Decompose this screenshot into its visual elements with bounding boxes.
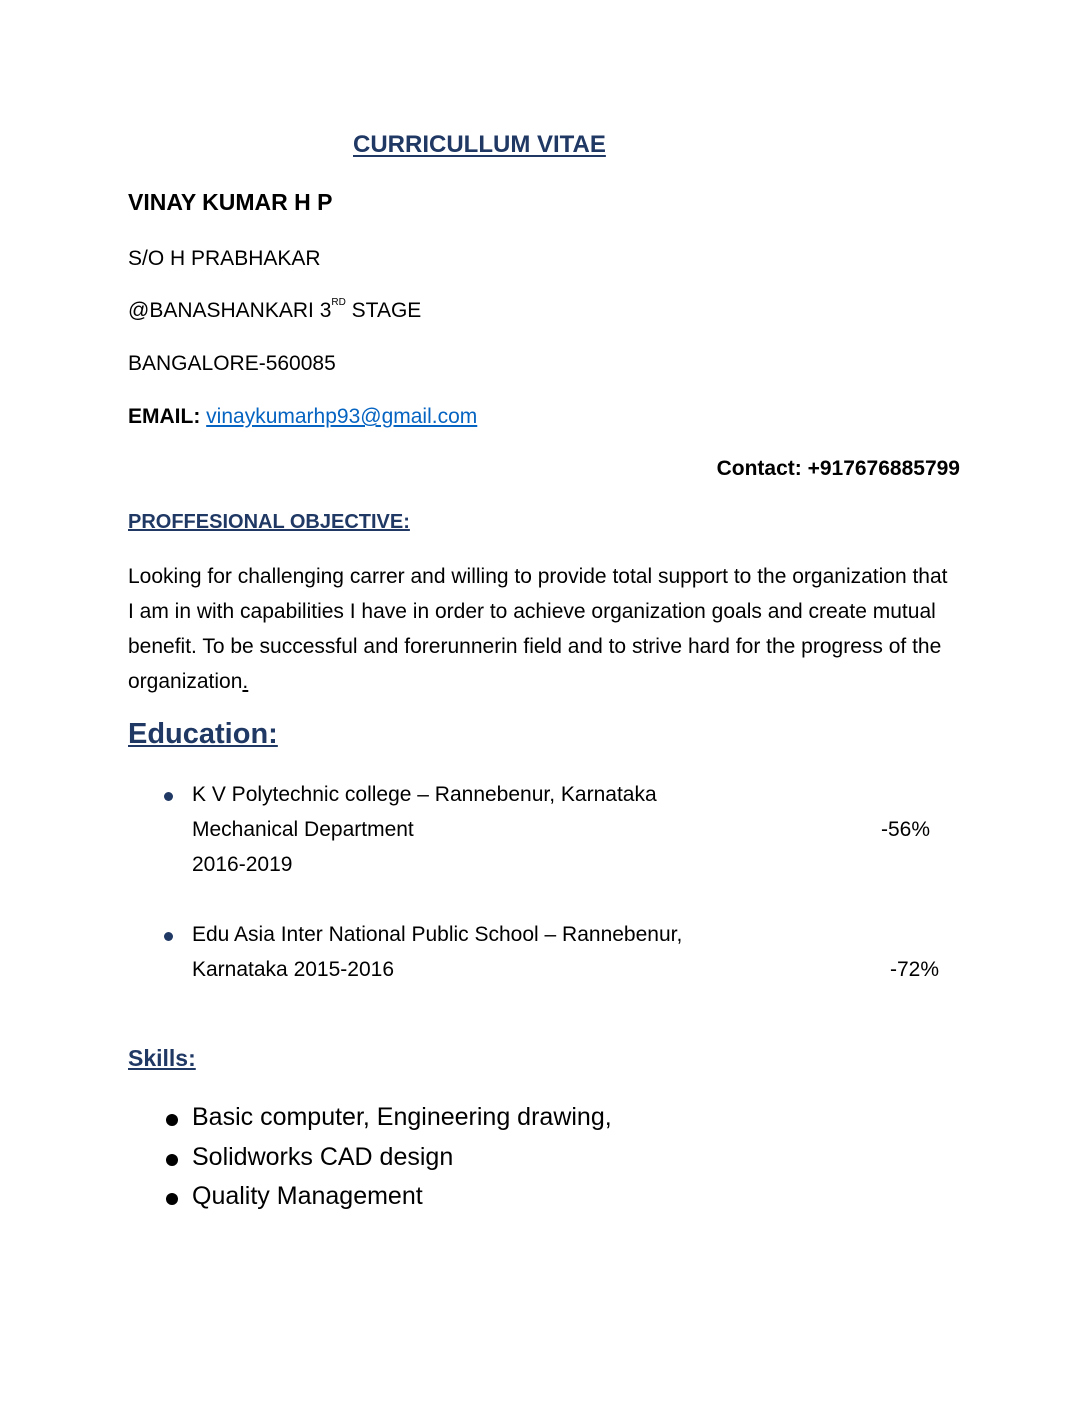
skill-item-1: Basic computer, Engineering drawing, — [192, 1103, 612, 1131]
education-item-2-line-2: Karnataka 2015-2016 — [192, 958, 394, 981]
objective-heading: PROFFESIONAL OBJECTIVE: — [128, 511, 410, 533]
address-line-2 — [128, 299, 421, 323]
skills-heading: Skills: — [128, 1045, 196, 1071]
email-row — [128, 405, 477, 429]
address-line-2-superscript: RD — [331, 297, 346, 308]
skill-bullet-icon — [166, 1193, 178, 1205]
objective-body: Looking for challenging carrer and willing to provide total support to the organization that I am in with capabilities I have in order to achieve organization goals and create mutual benefit. To be successful and forerunnerin field and to strive hard for the progress of the organization — [128, 565, 948, 693]
education-bullet-icon — [164, 792, 173, 801]
skill-item-3: Quality Management — [192, 1182, 423, 1210]
candidate-name: VINAY KUMAR H P — [128, 189, 333, 215]
skill-bullet-icon — [166, 1114, 178, 1126]
skill-bullet-icon — [166, 1154, 178, 1166]
objective-end-mark: . — [242, 670, 249, 693]
education-item-1-line-1: K V Polytechnic college – Rannebenur, Karnataka — [192, 783, 657, 806]
objective-text — [128, 559, 958, 699]
address-line-2-suffix: STAGE — [345, 299, 422, 322]
address-line-3: BANGALORE-560085 — [128, 352, 336, 375]
education-item-2-line-1: Edu Asia Inter National Public School – Rannebenur, — [192, 923, 683, 946]
document-title: CURRICULLUM VITAE — [353, 131, 606, 158]
email-label: EMAIL: — [128, 405, 201, 428]
education-heading: Education: — [128, 718, 278, 750]
education-bullet-icon — [164, 932, 173, 941]
education-item-1-line-2: Mechanical Department — [192, 818, 414, 841]
address-line-1: S/O H PRABHAKAR — [128, 247, 321, 270]
education-item-2-percentage: -72% — [890, 958, 940, 981]
email-link[interactable]: vinaykumarhp93@gmail.com — [206, 405, 478, 428]
skill-item-2: Solidworks CAD design — [192, 1143, 454, 1171]
address-line-2-prefix: @BANASHANKARI 3 — [128, 299, 332, 322]
education-item-1-line-3: 2016-2019 — [192, 853, 293, 876]
education-item-1-percentage: -56% — [881, 818, 931, 841]
contact-number: Contact: +917676885799 — [716, 457, 960, 480]
